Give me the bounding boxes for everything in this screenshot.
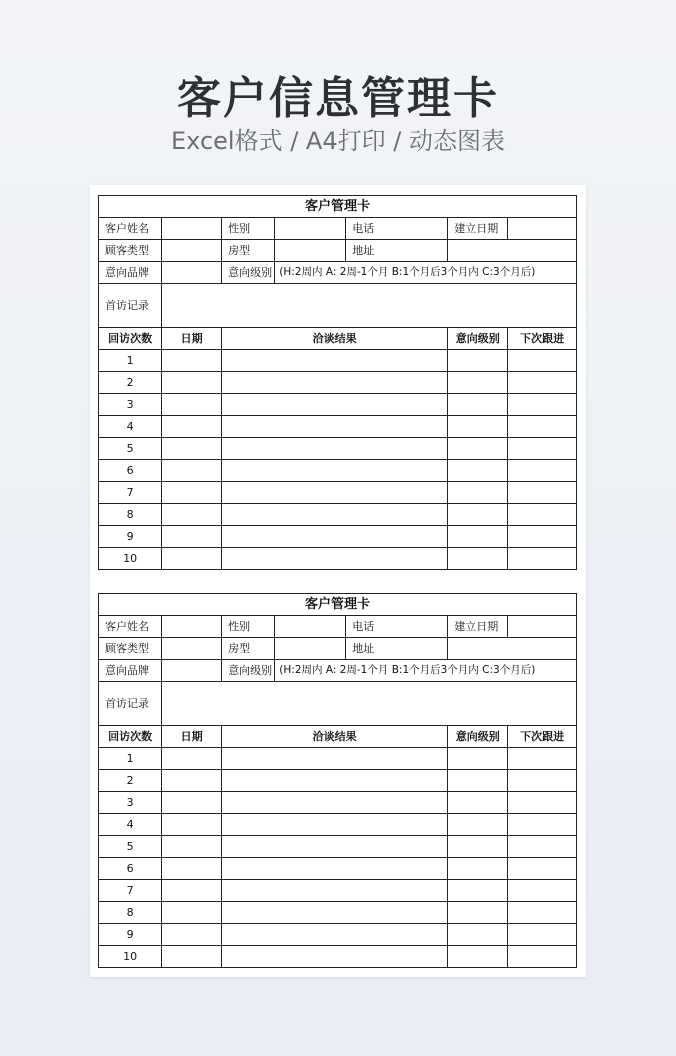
visit-next-cell[interactable] <box>508 548 577 570</box>
visit-next-cell[interactable] <box>508 814 577 836</box>
first-visit-field[interactable] <box>162 682 577 726</box>
visit-number: 7 <box>99 880 162 902</box>
visit-next-cell[interactable] <box>508 770 577 792</box>
visit-result-cell[interactable] <box>222 946 448 968</box>
page-subtitle: Excel格式 / A4打印 / 动态图表 <box>171 127 505 155</box>
customer-type-field[interactable] <box>162 638 222 660</box>
visit-intent-cell[interactable] <box>448 924 508 946</box>
visit-intent-cell[interactable] <box>448 902 508 924</box>
intent-level-legend: (H:2周内 A: 2周-1个月 B:1个月后3个月内 C:3个月后) <box>275 262 577 284</box>
label-first-visit: 首访记录 <box>99 284 162 328</box>
visit-number: 9 <box>99 924 162 946</box>
visit-number: 9 <box>99 526 162 548</box>
card-caption: 客户管理卡 <box>99 594 577 616</box>
visit-result-cell[interactable] <box>222 548 448 570</box>
visit-date-cell[interactable] <box>162 836 222 858</box>
label-customer-type: 顾客类型 <box>99 638 162 660</box>
visit-result-cell[interactable] <box>222 748 448 770</box>
visit-result-cell[interactable] <box>222 836 448 858</box>
visit-number: 2 <box>99 770 162 792</box>
visit-result-cell[interactable] <box>222 438 448 460</box>
label-customer-name: 客户姓名 <box>99 218 162 240</box>
visit-next-cell[interactable] <box>508 880 577 902</box>
customer-name-field[interactable] <box>162 218 222 240</box>
visit-result-cell[interactable] <box>222 792 448 814</box>
visit-next-cell[interactable] <box>508 858 577 880</box>
label-brand: 意向品牌 <box>99 660 162 682</box>
visit-intent-cell[interactable] <box>448 792 508 814</box>
visit-date-cell[interactable] <box>162 482 222 504</box>
visit-row <box>99 880 577 902</box>
label-address: 地址 <box>346 638 448 660</box>
visit-intent-cell[interactable] <box>448 548 508 570</box>
visit-number: 5 <box>99 836 162 858</box>
header-date: 日期 <box>162 726 222 748</box>
visit-next-cell[interactable] <box>508 460 577 482</box>
visit-number: 10 <box>99 548 162 570</box>
visit-row <box>99 792 577 814</box>
label-created-date: 建立日期 <box>448 218 508 240</box>
visit-next-cell[interactable] <box>508 792 577 814</box>
label-phone: 电话 <box>346 616 448 638</box>
visit-row <box>99 482 577 504</box>
visit-next-cell[interactable] <box>508 482 577 504</box>
visit-intent-cell[interactable] <box>448 504 508 526</box>
visit-next-cell[interactable] <box>508 946 577 968</box>
visit-intent-cell[interactable] <box>448 946 508 968</box>
house-type-field[interactable] <box>275 638 346 660</box>
visit-next-cell[interactable] <box>508 372 577 394</box>
gender-field[interactable] <box>275 616 346 638</box>
visit-row <box>99 902 577 924</box>
visit-number: 4 <box>99 416 162 438</box>
brand-field[interactable] <box>162 660 222 682</box>
visit-row <box>99 924 577 946</box>
visit-intent-cell[interactable] <box>448 748 508 770</box>
label-first-visit: 首访记录 <box>99 682 162 726</box>
visit-intent-cell[interactable] <box>448 394 508 416</box>
header-date: 日期 <box>162 328 222 350</box>
visit-row <box>99 438 577 460</box>
visit-row <box>99 770 577 792</box>
visit-row <box>99 394 577 416</box>
header-intent-level: 意向级别 <box>448 726 508 748</box>
visit-row <box>99 946 577 968</box>
visit-intent-cell[interactable] <box>448 836 508 858</box>
house-type-field[interactable] <box>275 240 346 262</box>
visit-intent-cell[interactable] <box>448 770 508 792</box>
visit-date-cell[interactable] <box>162 548 222 570</box>
visit-next-cell[interactable] <box>508 748 577 770</box>
visit-intent-cell[interactable] <box>448 858 508 880</box>
visit-number: 8 <box>99 504 162 526</box>
visit-number: 6 <box>99 460 162 482</box>
visit-number: 1 <box>99 350 162 372</box>
visit-next-cell[interactable] <box>508 416 577 438</box>
visit-intent-cell[interactable] <box>448 372 508 394</box>
visit-intent-cell[interactable] <box>448 814 508 836</box>
visit-row <box>99 748 577 770</box>
visit-row <box>99 526 577 548</box>
visit-date-cell[interactable] <box>162 504 222 526</box>
label-house-type: 房型 <box>222 240 275 262</box>
visit-row <box>99 416 577 438</box>
visit-number: 6 <box>99 858 162 880</box>
address-field[interactable] <box>448 240 577 262</box>
header-next-followup: 下次跟进 <box>508 726 577 748</box>
header-result: 洽谈结果 <box>222 328 448 350</box>
visit-next-cell[interactable] <box>508 836 577 858</box>
visit-row <box>99 372 577 394</box>
header-visit-count: 回访次数 <box>99 328 162 350</box>
label-address: 地址 <box>346 240 448 262</box>
visit-date-cell[interactable] <box>162 770 222 792</box>
visit-result-cell[interactable] <box>222 460 448 482</box>
visit-date-cell[interactable] <box>162 460 222 482</box>
visit-next-cell[interactable] <box>508 394 577 416</box>
visit-number: 7 <box>99 482 162 504</box>
label-customer-type: 顾客类型 <box>99 240 162 262</box>
visit-result-cell[interactable] <box>222 880 448 902</box>
visit-result-cell[interactable] <box>222 416 448 438</box>
visit-next-cell[interactable] <box>508 438 577 460</box>
header-next-followup: 下次跟进 <box>508 328 577 350</box>
visit-intent-cell[interactable] <box>448 350 508 372</box>
visit-result-cell[interactable] <box>222 482 448 504</box>
visit-date-cell[interactable] <box>162 372 222 394</box>
visit-result-cell[interactable] <box>222 504 448 526</box>
label-intent-level: 意向级别 <box>222 262 275 284</box>
visit-date-cell[interactable] <box>162 438 222 460</box>
visit-result-cell[interactable] <box>222 770 448 792</box>
visit-number: 1 <box>99 748 162 770</box>
intent-level-legend: (H:2周内 A: 2周-1个月 B:1个月后3个月内 C:3个月后) <box>275 660 577 682</box>
visit-number: 3 <box>99 394 162 416</box>
customer-card-1 <box>98 195 577 570</box>
visit-date-cell[interactable] <box>162 526 222 548</box>
visit-result-cell[interactable] <box>222 394 448 416</box>
visit-result-cell[interactable] <box>222 902 448 924</box>
visit-next-cell[interactable] <box>508 350 577 372</box>
visit-number: 10 <box>99 946 162 968</box>
header-intent-level: 意向级别 <box>448 328 508 350</box>
visit-date-cell[interactable] <box>162 792 222 814</box>
visit-intent-cell[interactable] <box>448 416 508 438</box>
created-date-field[interactable] <box>508 218 577 240</box>
visit-number: 5 <box>99 438 162 460</box>
visit-number: 4 <box>99 814 162 836</box>
gender-field[interactable] <box>275 218 346 240</box>
visit-result-cell[interactable] <box>222 858 448 880</box>
label-gender: 性别 <box>222 218 275 240</box>
visit-date-cell[interactable] <box>162 748 222 770</box>
visit-row <box>99 548 577 570</box>
visit-date-cell[interactable] <box>162 416 222 438</box>
visit-row <box>99 836 577 858</box>
visit-number: 8 <box>99 902 162 924</box>
label-house-type: 房型 <box>222 638 275 660</box>
visit-date-cell[interactable] <box>162 858 222 880</box>
visit-date-cell[interactable] <box>162 350 222 372</box>
first-visit-field[interactable] <box>162 284 577 328</box>
visit-intent-cell[interactable] <box>448 438 508 460</box>
visit-date-cell[interactable] <box>162 924 222 946</box>
label-intent-level: 意向级别 <box>222 660 275 682</box>
visit-date-cell[interactable] <box>162 880 222 902</box>
a4-sheet <box>90 185 586 977</box>
created-date-field[interactable] <box>508 616 577 638</box>
customer-name-field[interactable] <box>162 616 222 638</box>
visit-result-cell[interactable] <box>222 372 448 394</box>
visit-row <box>99 350 577 372</box>
visit-result-cell[interactable] <box>222 814 448 836</box>
visit-intent-cell[interactable] <box>448 482 508 504</box>
visit-date-cell[interactable] <box>162 814 222 836</box>
customer-card-2 <box>98 593 577 968</box>
visit-date-cell[interactable] <box>162 394 222 416</box>
label-created-date: 建立日期 <box>448 616 508 638</box>
visit-intent-cell[interactable] <box>448 880 508 902</box>
page-title: 客户信息管理卡 <box>177 73 499 124</box>
label-phone: 电话 <box>346 218 448 240</box>
visit-result-cell[interactable] <box>222 350 448 372</box>
visit-next-cell[interactable] <box>508 504 577 526</box>
visit-row <box>99 504 577 526</box>
visit-result-cell[interactable] <box>222 526 448 548</box>
visit-result-cell[interactable] <box>222 924 448 946</box>
label-brand: 意向品牌 <box>99 262 162 284</box>
visit-date-cell[interactable] <box>162 902 222 924</box>
label-gender: 性别 <box>222 616 275 638</box>
label-customer-name: 客户姓名 <box>99 616 162 638</box>
visit-row <box>99 460 577 482</box>
visit-next-cell[interactable] <box>508 526 577 548</box>
visit-number: 3 <box>99 792 162 814</box>
visit-row <box>99 858 577 880</box>
visit-intent-cell[interactable] <box>448 526 508 548</box>
customer-type-field[interactable] <box>162 240 222 262</box>
header-visit-count: 回访次数 <box>99 726 162 748</box>
visit-date-cell[interactable] <box>162 946 222 968</box>
visit-intent-cell[interactable] <box>448 460 508 482</box>
visit-row <box>99 814 577 836</box>
visit-number: 2 <box>99 372 162 394</box>
address-field[interactable] <box>448 638 577 660</box>
visit-next-cell[interactable] <box>508 902 577 924</box>
brand-field[interactable] <box>162 262 222 284</box>
visit-next-cell[interactable] <box>508 924 577 946</box>
header-result: 洽谈结果 <box>222 726 448 748</box>
card-caption: 客户管理卡 <box>99 196 577 218</box>
